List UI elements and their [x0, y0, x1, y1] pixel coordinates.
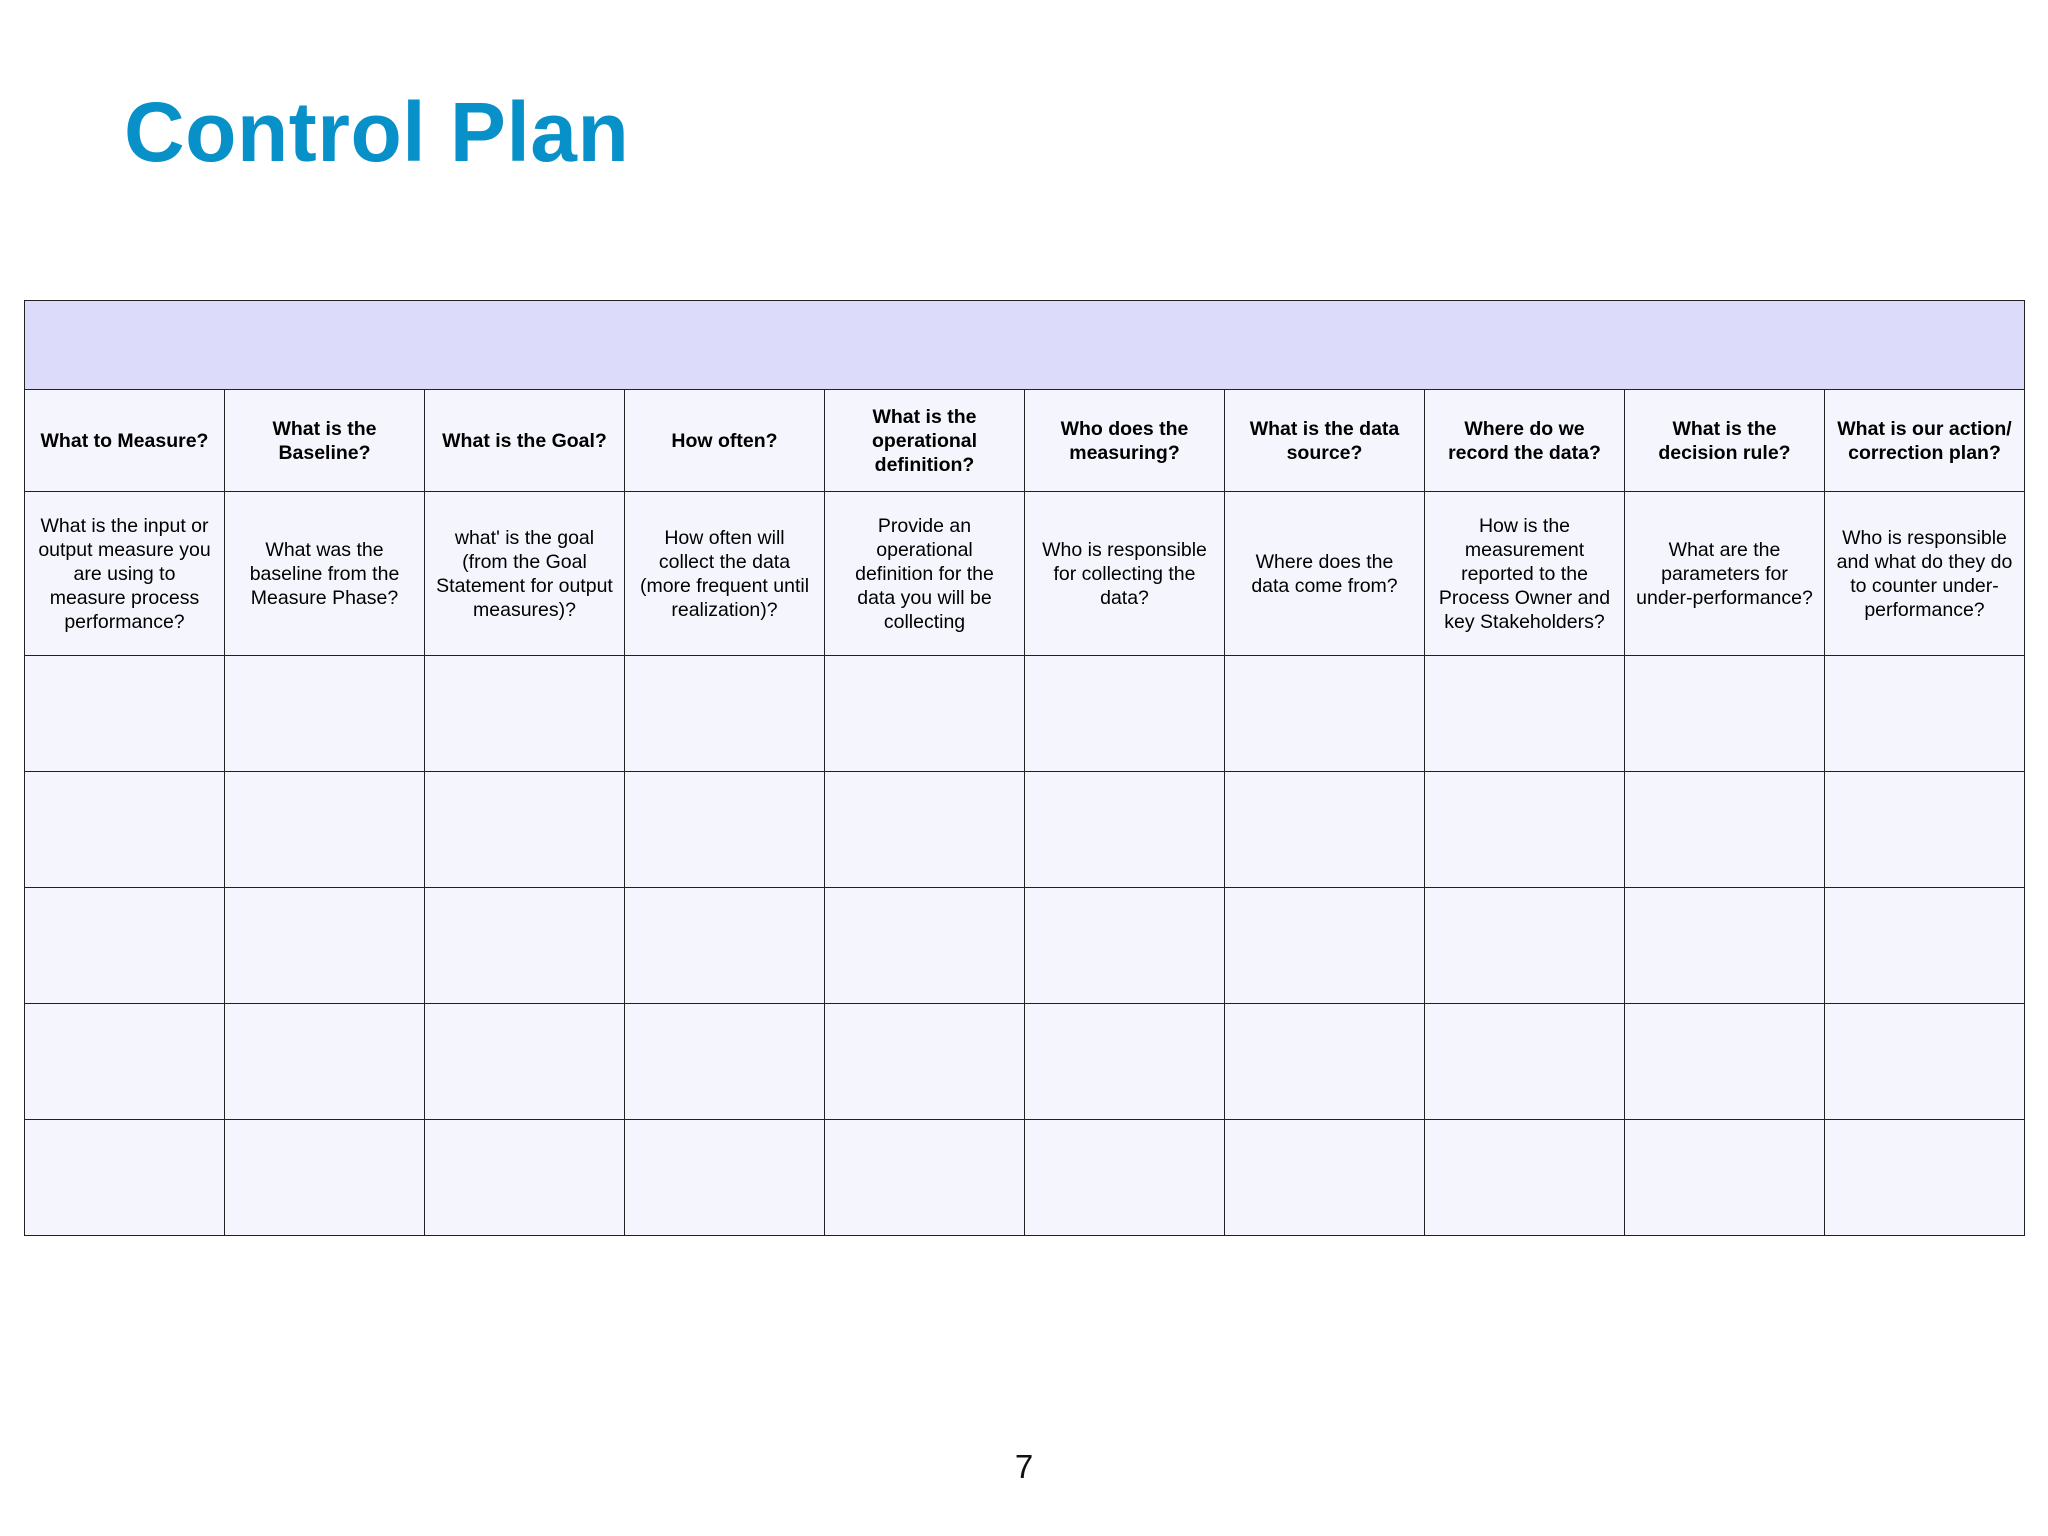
- table-cell[interactable]: [625, 656, 825, 772]
- column-header-decision-rule: What is the decision rule?: [1625, 390, 1825, 492]
- table-cell[interactable]: [825, 772, 1025, 888]
- table-cell[interactable]: [425, 888, 625, 1004]
- table-cell[interactable]: [1025, 656, 1225, 772]
- table-cell[interactable]: [1625, 1120, 1825, 1236]
- table-cell[interactable]: [425, 772, 625, 888]
- table-cell[interactable]: [425, 656, 625, 772]
- table-row: [25, 888, 2025, 1004]
- table-cell[interactable]: [1225, 1120, 1425, 1236]
- description-cell-goal: what' is the goal (from the Goal Statement for output measures)?: [425, 492, 625, 656]
- table-cell[interactable]: [825, 1120, 1025, 1236]
- description-cell-correction-plan: Who is responsible and what do they do to counter under-performance?: [1825, 492, 2025, 656]
- description-cell-operational-definition: Provide an operational definition for the data you will be collecting: [825, 492, 1025, 656]
- description-cell-how-often: How often will collect the data (more frequent until realization)?: [625, 492, 825, 656]
- table-cell[interactable]: [1625, 888, 1825, 1004]
- table-cell[interactable]: [1825, 656, 2025, 772]
- table-cell[interactable]: [425, 1120, 625, 1236]
- table-cell[interactable]: [1225, 656, 1425, 772]
- table-cell[interactable]: [1225, 772, 1425, 888]
- table-cell[interactable]: [1425, 1004, 1625, 1120]
- table-row: [25, 1004, 2025, 1120]
- table-cell[interactable]: [25, 772, 225, 888]
- table-cell[interactable]: [1425, 656, 1625, 772]
- column-header-record-data: Where do we record the data?: [1425, 390, 1625, 492]
- table-cell[interactable]: [1625, 1004, 1825, 1120]
- table-cell[interactable]: [1425, 888, 1625, 1004]
- table-cell[interactable]: [225, 1004, 425, 1120]
- table-cell[interactable]: [1625, 772, 1825, 888]
- table-cell[interactable]: [1225, 1004, 1425, 1120]
- table-cell[interactable]: [625, 888, 825, 1004]
- column-header-correction-plan: What is our action/ correction plan?: [1825, 390, 2025, 492]
- table-cell[interactable]: [225, 772, 425, 888]
- table-cell[interactable]: [1025, 1004, 1225, 1120]
- table-cell[interactable]: [1425, 1120, 1625, 1236]
- table-cell[interactable]: [25, 888, 225, 1004]
- table-cell[interactable]: [1025, 1120, 1225, 1236]
- table-cell[interactable]: [1825, 1120, 2025, 1236]
- column-header-baseline: What is the Baseline?: [225, 390, 425, 492]
- table-cell[interactable]: [625, 1120, 825, 1236]
- table-cell[interactable]: [225, 1120, 425, 1236]
- table-cell[interactable]: [825, 1004, 1025, 1120]
- table-cell[interactable]: [1025, 888, 1225, 1004]
- table-cell[interactable]: [1825, 888, 2025, 1004]
- table-cell[interactable]: [25, 656, 225, 772]
- table-row: [25, 656, 2025, 772]
- table-banner-row: [25, 301, 2025, 390]
- table-cell[interactable]: [825, 888, 1025, 1004]
- column-header-who-measures: Who does the measuring?: [1025, 390, 1225, 492]
- table-description-row: [25, 492, 2025, 656]
- table-cell[interactable]: [1625, 656, 1825, 772]
- description-cell-data-source: Where does the data come from?: [1225, 492, 1425, 656]
- table-cell[interactable]: [825, 656, 1025, 772]
- table-cell[interactable]: [1825, 772, 2025, 888]
- table-header-row: [25, 390, 2025, 492]
- table-cell[interactable]: [1825, 1004, 2025, 1120]
- page-title: Control Plan: [124, 85, 630, 179]
- table-cell[interactable]: [25, 1120, 225, 1236]
- table-cell[interactable]: [1025, 772, 1225, 888]
- description-cell-what-to-measure: What is the input or output measure you are using to measure process performance?: [25, 492, 225, 656]
- table-cell[interactable]: [1225, 888, 1425, 1004]
- description-cell-who-measures: Who is responsible for collecting the data?: [1025, 492, 1225, 656]
- table-cell[interactable]: [425, 1004, 625, 1120]
- description-cell-decision-rule: What are the parameters for under-performance?: [1625, 492, 1825, 656]
- table-cell[interactable]: [625, 772, 825, 888]
- table-cell[interactable]: [225, 656, 425, 772]
- table-cell[interactable]: [1425, 772, 1625, 888]
- column-header-how-often: How often?: [625, 390, 825, 492]
- column-header-data-source: What is the data source?: [1225, 390, 1425, 492]
- table-row: [25, 1120, 2025, 1236]
- column-header-what-to-measure: What to Measure?: [25, 390, 225, 492]
- page-number: 7: [1014, 1448, 1034, 1485]
- table-cell[interactable]: [625, 1004, 825, 1120]
- description-cell-record-data: How is the measurement reported to the Process Owner and key Stakeholders?: [1425, 492, 1625, 656]
- description-cell-baseline: What was the baseline from the Measure Phase?: [225, 492, 425, 656]
- table-cell[interactable]: [225, 888, 425, 1004]
- table-cell[interactable]: [25, 1004, 225, 1120]
- table-banner: [25, 301, 2025, 390]
- control-plan-table: [24, 300, 2025, 1236]
- column-header-operational-definition: What is the operational definition?: [825, 390, 1025, 492]
- column-header-goal: What is the Goal?: [425, 390, 625, 492]
- table-row: [25, 772, 2025, 888]
